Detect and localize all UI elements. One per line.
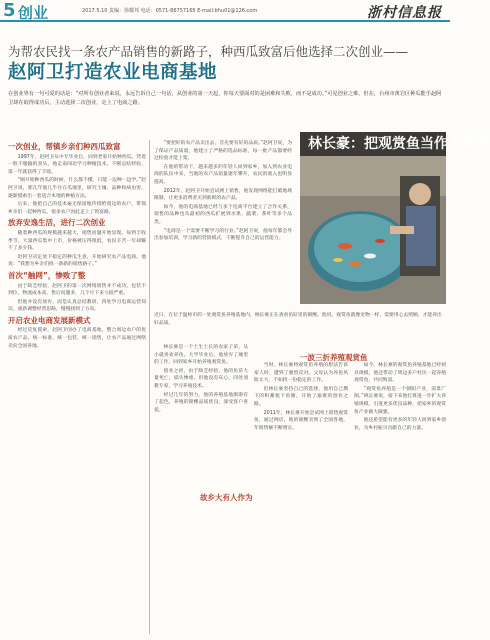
body-paragraph: 他还希望能有更多的年轻人回到家乡创业，为乡村振兴贡献自己的力量。 (354, 418, 446, 431)
body-paragraph: 但林长豪坚持自己的选择，他用自己攒下的积蓄租下鱼塘，开始了艰难的创业之路。 (254, 386, 348, 407)
body-paragraph: 如今，林长豪的观赏鱼养殖基地已经初具规模，他还带动了周边多户村民一起养殖观赏鱼，共同致富。 (354, 363, 446, 384)
body-paragraph: “刚开始种西瓜的时候，什么都不懂，只能一边种一边学。”赵阿卫说，那几年他几乎住在瓜地里，研究土壤、品种和病虫害，逐渐摸索出一套适合本地的种植方法。 (8, 178, 146, 199)
body-paragraph: “观赏鱼养殖是一个朝阳产业，前景广阔。”林长豪说，接下来他打算进一步扩大养殖规模，引进更多优良品种，把家乡的观赏鱼产业做大做强。 (354, 386, 446, 415)
body-paragraph: 后来，他把自己的技术毫无保留地传授给周边的农户，带领乡亲们一起种西瓜，很多农户因此走上了致富路。 (8, 202, 146, 215)
page-header (0, 0, 450, 22)
body-paragraph: 2012年，赵阿卫开始尝试网上销售，他发现网络能打破地域限制，让更多消费者买到新鲜的农产品。 (154, 188, 292, 202)
body-paragraph: 由于缺乏经验，赵阿卫的第一次网络销售并不成功。包装不到位、物流成本高、售后问题多，几个月下来亏损严重。 (8, 283, 146, 297)
photo-caption: 近日，在位于温岭市的一处观赏鱼养殖基地内，林长豪正在查看鱼缸里的锦鲤。他说，观赏鱼就像宠物一样，需要用心去照顾，才能养出好品质。 (154, 313, 442, 326)
body-paragraph: 林长豪是一个土生土长的农家子弟，从小就喜欢养鱼。大学毕业后，他放弃了城里的工作，回到家乡开始养殖观赏鱼。 (154, 345, 248, 366)
column-divider (149, 140, 150, 634)
masthead-logo: 浙村信息报 (367, 5, 442, 21)
section-heading: 首次“触网”，惨败了整 (8, 270, 86, 280)
section-heading: 故乡大有人作为 (200, 493, 253, 502)
feature-title: 林长豪：把观赏鱼当作宠物养 (300, 132, 446, 156)
article-subtitle: 为帮农民找一条农产品销售的新路子，种西瓜致富后他选择二次创业—— (8, 44, 409, 59)
body-paragraph: 随着种西瓜的规模越来越大，销售问题开始显现。每到丰收季节，大量西瓜集中上市，价格被压得很低，农民辛苦一年却赚不了多少钱。 (8, 230, 146, 252)
body-paragraph: 创业之初，由于缺乏经验，他的鱼苗大量死亡，损失惨重。但他没有灰心，四处请教专家，学习养殖技术。 (154, 368, 248, 389)
body-paragraph: “电商是一个需要不断学习的行业。”赵阿卫说，他每年都会外出参加培训，学习新的营销模式，不断提升自己的运营能力。 (154, 228, 292, 242)
feature-column-1 (154, 344, 248, 490)
feature-column-3 (354, 362, 446, 634)
body-paragraph: 1997年，赵阿卫从中专毕业后，回到老家开始种西瓜。凭着一股不服输的劲头，他走南闯北学习种植技术，不断总结经验，第一年就获得了丰收。 (8, 154, 146, 175)
body-paragraph: 赵阿卫决定放下稳定的种瓜生意，开始研究农产品电商。他说：“我想为乡亲们找一条新的销售路子。” (8, 254, 146, 268)
section-heading: 一次创业，帮镇乡亲们种西瓜致富 (8, 142, 121, 151)
section-heading: 一波三折养殖观赏鱼 (300, 353, 368, 362)
fish-tank-photo (300, 156, 446, 304)
article-headline: 赵阿卫打造农业电商基地 (8, 62, 218, 83)
body-paragraph: 如今，他的电商基地已经与多个电商平台建立了合作关系，销售的品种也从最初的西瓜扩展到水果、蔬菜、茶叶等多个品类。 (154, 204, 292, 225)
feature-column-2 (254, 362, 348, 490)
body-paragraph: 2011年，林长豪开始尝试网上销售观赏鱼，通过网店，他的锦鲤卖到了全国各地，年销售额不断增长。 (254, 410, 348, 431)
body-paragraph: 但他并没有放弃，而是认真总结教训，四处学习电商运营知识，重新调整经营思路，慢慢找到了方向。 (8, 299, 146, 313)
page-number: 5 (3, 0, 16, 21)
article-column-1 (8, 140, 146, 634)
body-paragraph: 在他的带动下，越来越多的年轻人回到家乡，加入到农业电商的队伍中来，当地的农产品销量逐年攀升，农民的收入也明显提高。 (154, 164, 292, 185)
body-paragraph: 经过几年的努力，他的养殖基地渐渐有了起色，养殖的锦鲤品质优良，深受客户喜爱。 (154, 392, 248, 413)
section-heading: 放弃安逸生活，进行二次创业 (8, 218, 106, 228)
article-lead: 在创业界有一句可爱的话是：“对所有创业者来说，永远告诉自己一句话，从创业的第一天起，你每天要面对的是困难和失败，而不是成功。”可见创业之难。但在，台州市黄岩区种瓜能手赵阿卫却在取得成功后，主动选择二次创业，走上了电商之路。 (8, 91, 442, 106)
section-title: 创业 (18, 4, 49, 22)
feature-photo-block (300, 132, 490, 304)
body-paragraph: “要把好的农产品卖出去，首先要有好的品质。”赵阿卫说，为了保证产品质量，他建立了严格的选品标准，每一批产品都要经过检验才能上架。 (154, 141, 292, 162)
body-paragraph: 当时，林长豪将观赏鱼养殖的想法告诉家人时，遭到了强烈反对。父母认为养鱼风险太大，不如找一份稳定的工作。 (254, 363, 348, 384)
header-meta: 2017.5.10 责编：徐耀邦 电话：0571-86757165 E-mail:bhu01@126.com (82, 8, 258, 14)
body-paragraph: 经过反复摸索，赵阿卫创办了电商基地，整合周边农户的优质农产品，统一标准、统一包装、统一销售，让农产品通过网络卖向全国各地。 (8, 328, 146, 349)
section-heading: 开启农业电商发展新模式 (8, 315, 91, 325)
feature-column-4 (154, 502, 348, 634)
